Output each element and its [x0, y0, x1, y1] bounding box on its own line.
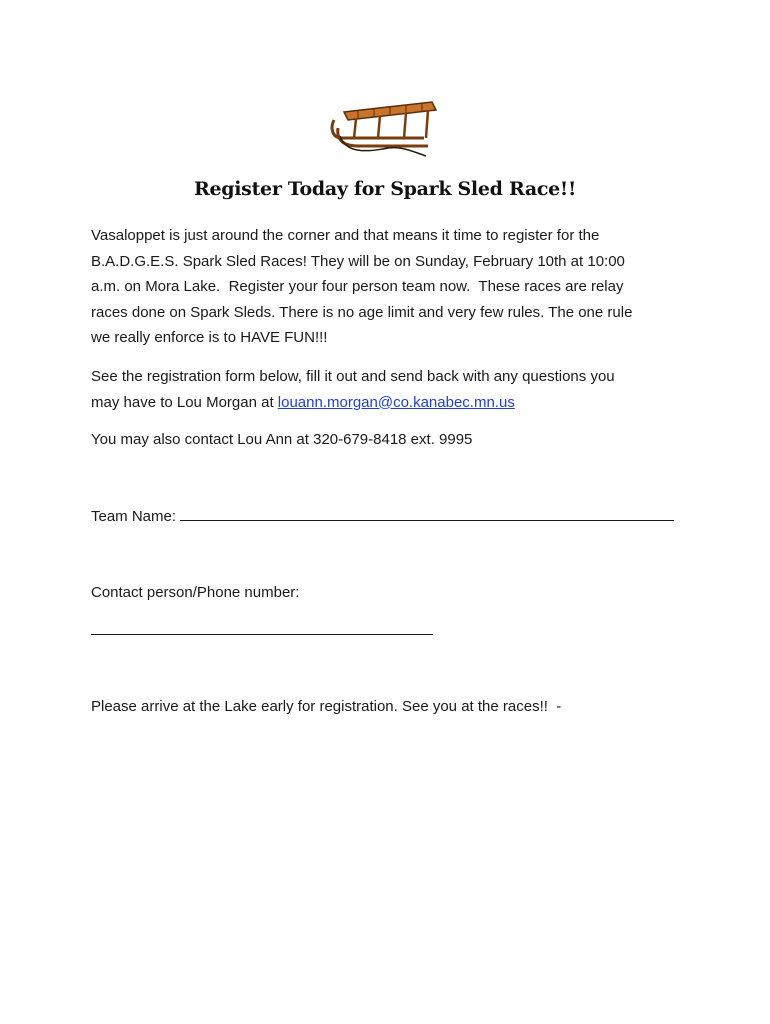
intro-line: Vasaloppet is just around the corner and that means it time to register for the [91, 227, 600, 244]
registration-line-prefix: may have to Lou Morgan at [91, 393, 278, 411]
email-link[interactable]: louann.morgan@co.kanabec.mn.us [277, 393, 515, 411]
registration-line [91, 390, 691, 416]
intro-line: we really enforce is to HAVE FUN!!! [91, 329, 328, 346]
closing-line: Please arrive at the Lake early for registration. See you at the races!! - [91, 698, 562, 715]
contact-label: Contact person/Phone number: [91, 584, 300, 601]
registration-paragraph [91, 364, 691, 415]
sled-icon [328, 98, 440, 160]
team-name-label: Team Name: [91, 508, 177, 525]
intro-line: B.A.D.G.E.S. Spark Sled Races! They will be on Sunday, February 10th at 10:00 [91, 252, 625, 270]
team-name-field[interactable] [180, 506, 674, 521]
registration-line: See the registration form below, fill it out and send back with any questions you [91, 368, 615, 385]
intro-line: races done on Spark Sleds. There is no age limit and very few rules. The one rule [91, 303, 633, 321]
contact-field[interactable] [91, 620, 433, 635]
intro-line: a.m. on Mora Lake. Register your four person team now. These races are relay [91, 278, 624, 295]
contact-field-row [91, 620, 433, 641]
team-name-row [91, 506, 674, 527]
intro-paragraph [91, 223, 691, 351]
contact-info-line: You may also contact Lou Ann at 320-679-8418 ext. 9995 [91, 431, 473, 448]
page-title: Register Today for Spark Sled Race!! [193, 178, 577, 200]
